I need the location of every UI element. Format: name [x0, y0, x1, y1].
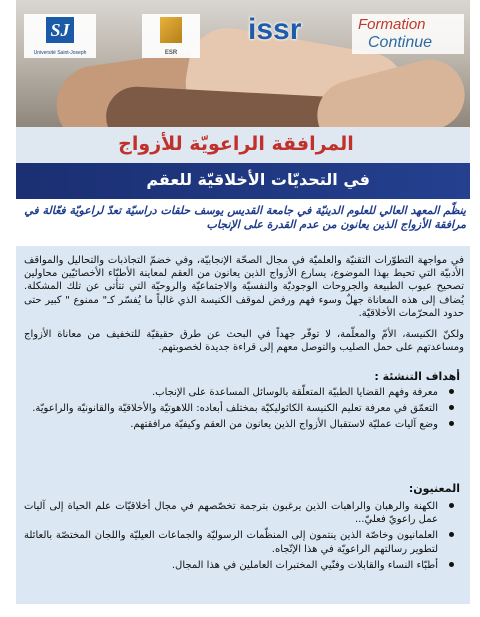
usj-logo-mark: SJ: [46, 17, 74, 43]
title-block: [16, 127, 470, 199]
formation-continue-line1: Formation: [358, 16, 426, 33]
subtitle-bar: [16, 163, 470, 199]
esr-logo-mark: [160, 17, 182, 43]
formation-continue-line2: Continue: [368, 34, 433, 51]
page-subtitle: في التحديّات الأخلاقيّة للعقم: [146, 170, 370, 189]
list-item: [24, 418, 456, 431]
list-item: [24, 386, 456, 399]
intro-text: ينظّم المعهد العالي للعلوم الدينيّة في جامعة القديس يوسف حلقات دراسيّة تعدّ لراعويّة فعّالة في مرافقة الأزواج الذين يعانون من عدم القدرة على الإنجاب: [24, 204, 466, 231]
usj-logo: [24, 14, 96, 58]
list-item: [24, 500, 456, 526]
content-panel: [16, 246, 470, 604]
bullet-icon: [449, 532, 454, 537]
bullet-icon: [449, 503, 454, 508]
list-item: [24, 402, 456, 415]
bullet-icon: [449, 389, 454, 394]
page-title: المرافقة الراعويّة للأزواج: [118, 133, 354, 155]
list-item-text: معرفة وفهم القضايا الطبيّة المتعلّقة بالوسائل المساعدة على الإنجاب.: [151, 387, 438, 398]
paragraph-context: في مواجهة التطوّرات التقنيّة والعلميّة في مجال الصحّة الإنجابيّة، وفي خضمّ التجاذبات والتحاليل والمواقف الأدبيّة التي تحيط بهذا الموضوع، يسارع الأزواج الذين يعانون من العقم لمعاينة الأطبّاء الأخصائيّين محاولين تصحيح عيوب الطبيعة والجروحات الوجوديّة والنفسيّة والاجتماعيّة والروحيّة التي تتأتى عن تلك المشكلة. يُضاف إلى هذه المعاناة جهلٌ وسوء فهم ورفض لموقف الكنيسة الذي غالباً ما يُفسّر كـ" ممنوع " كبير حتى حدود المحرّمات الأخلاقيّة.: [24, 255, 464, 319]
list-item-text: أطبّاء النساء والقابلات وفنّيي المختبرات العاملين في هذا المجال.: [171, 559, 438, 571]
issr-logo: issr: [248, 13, 302, 46]
brochure-page: [16, 0, 470, 617]
audience-heading: المعنيون:: [408, 482, 460, 495]
list-item-text: وضع آليات عمليّة لاستقبال الأزواج الذين يعانون من العقم وكيفيّة مرافقتهم.: [130, 419, 438, 431]
list-item: [24, 529, 456, 555]
header-photo: [16, 0, 470, 127]
list-item-text: العلمانيون وخاصّة الذين ينتمون إلى المنظّمات الرسوليّة والجماعات العيليّة واللجان المختصّة بالعائلة لتطوير رسالتهم الراعويّة في هذا الإتّجاه.: [24, 530, 438, 555]
list-item-text: التعمّق في معرفة تعليم الكنيسة الكاثوليكيّة بمختلف أبعاده: اللاهوتيّة والأخلاقيّة والقانونيّة والراعويّة.: [32, 403, 438, 415]
bullet-icon: [449, 562, 454, 567]
formation-continue-logo: [352, 14, 464, 54]
list-item: [24, 559, 456, 572]
audience-list: [24, 500, 456, 575]
objectives-list: [24, 386, 456, 435]
bullet-icon: [449, 421, 454, 426]
objectives-heading: أهداف التنشئة :: [374, 370, 460, 383]
esr-logo-caption: ESR: [164, 50, 178, 56]
list-item-text: الكهنة والرهبان والراهبات الذين يرغبون بترجمة تخصّصهم في مجال أخلاقيّات علم الحياة إلى آليات عمل راعويّ فعليّ...: [24, 501, 438, 526]
bullet-icon: [449, 405, 454, 410]
usj-logo-caption: Université Saint-Joseph: [33, 50, 87, 56]
esr-logo: [142, 14, 200, 58]
paragraph-church: ولكنّ الكنيسة، الأمّ والمعلّمة، لا توفّر جهداً في البحث عن طرق حقيقيّة للتخفيف من معاناة الأزواج ومساعدتهم على حمل الصليب والتوصل معهم إلى قراءة جديدة لخصوبتهم.: [24, 329, 464, 354]
